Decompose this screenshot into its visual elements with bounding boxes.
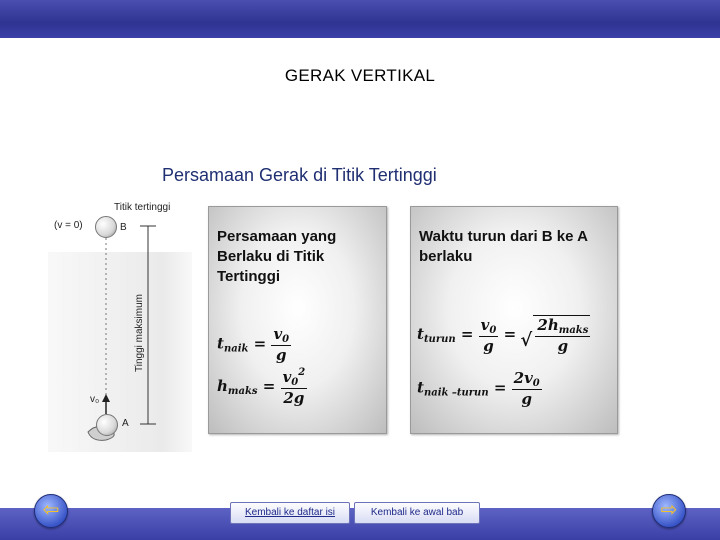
arrow-right-icon: ⇨ xyxy=(660,499,678,521)
t-naik-turun-equation: $t_{naik -turun}$ = $\frac{2v_0}{g}$ xyxy=(417,369,540,408)
eq-lhs: t xyxy=(417,378,424,397)
eq-lhs: t xyxy=(217,334,224,353)
eq-lhs-sub: naik –turun xyxy=(423,387,489,399)
next-slide-button[interactable] xyxy=(652,494,686,528)
back-to-chapter-link[interactable]: Kembali ke awal bab xyxy=(354,502,480,524)
sqrt-den: g xyxy=(557,337,569,355)
eq-lhs: h xyxy=(217,377,228,395)
equations-panel-left xyxy=(208,206,387,434)
eq-num: v xyxy=(480,315,490,334)
eq-fraction xyxy=(479,316,499,355)
top-point-label: Titik tertinggi xyxy=(114,202,171,213)
point-a-label: A xyxy=(122,418,129,429)
slide-title: GERAK VERTIKAL xyxy=(284,66,436,85)
eq-num-sub: 0 xyxy=(532,378,540,389)
eq-num-sub: 0 xyxy=(282,334,290,345)
eq-lhs-sub: maks xyxy=(227,386,258,397)
zero-velocity-label: (v = 0) xyxy=(54,220,83,231)
eq-num: v xyxy=(282,368,292,386)
equations-panel-right xyxy=(410,206,618,434)
sqrt-num: 2h xyxy=(537,316,559,334)
prev-slide-button[interactable] xyxy=(34,494,68,528)
back-to-toc-link[interactable]: Kembali ke daftar isi xyxy=(230,502,350,524)
sqrt-expression xyxy=(533,315,590,355)
eq-fraction xyxy=(271,325,291,364)
eq-den: 2g xyxy=(283,389,305,407)
vertical-motion-figure xyxy=(48,196,196,452)
eq-den: g xyxy=(521,390,532,408)
eq-den: g xyxy=(483,336,494,355)
ball-at-bottom xyxy=(96,414,118,436)
initial-velocity-label: v₀ xyxy=(90,394,100,405)
sqrt-fraction xyxy=(535,316,590,355)
eq-fraction xyxy=(281,367,308,407)
max-height-axis-label: Tinggi maksimum xyxy=(134,294,145,372)
eq-num: v xyxy=(273,325,283,343)
eq-lhs: t xyxy=(417,325,424,343)
point-b-label: B xyxy=(120,222,127,233)
eq-den: g xyxy=(276,346,287,364)
figure-lines xyxy=(48,196,196,452)
eq-fraction xyxy=(512,369,542,408)
panel-left-heading: Persamaan yang Berlaku di Titik Tertinggi xyxy=(217,228,337,285)
h-maks-equation: $h_{maks}$ = $\frac{v_0^2}{2g}$ xyxy=(217,367,306,407)
eq-num: 2v xyxy=(513,369,533,387)
sqrt-num-sub: maks xyxy=(558,325,589,336)
slide-subtitle: Persamaan Gerak di Titik Tertinggi xyxy=(162,165,437,185)
panel-right-heading: Waktu turun dari B ke A berlaku xyxy=(419,228,588,265)
t-turun-equation: $t_{turun}$ = $\frac{v_0}{g}$ = √ $\frac{2h_{maks}}{g}$ xyxy=(417,315,590,355)
eq-num-sub: 0 xyxy=(489,324,497,336)
eq-num-sub: 0 xyxy=(291,377,299,388)
eq-lhs-sub: naik xyxy=(223,343,249,355)
top-banner xyxy=(0,0,720,38)
t-naik-equation: $t_{naik}$ = $\frac{v_0}{g}$ xyxy=(217,325,290,364)
arrow-left-icon: ⇦ xyxy=(42,499,60,521)
eq-num-sup: 2 xyxy=(298,367,306,378)
eq-lhs-sub: turun xyxy=(423,334,456,345)
